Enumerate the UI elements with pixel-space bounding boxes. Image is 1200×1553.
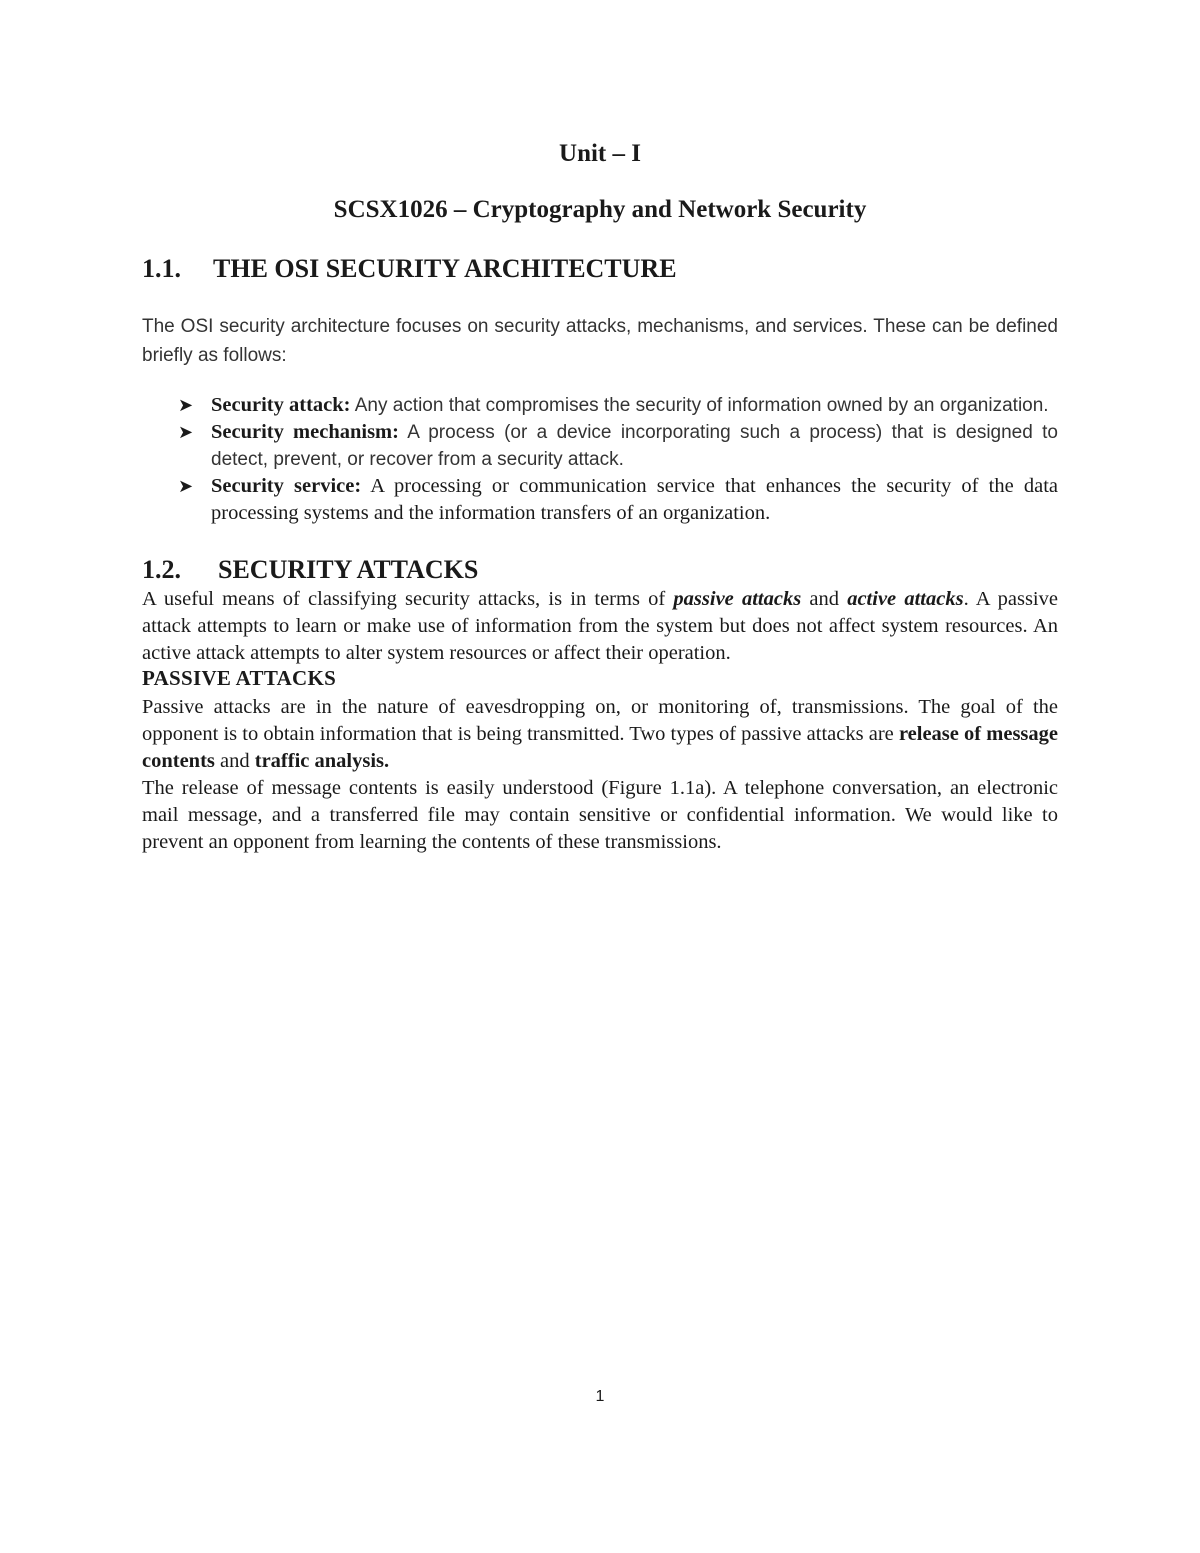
arrow-bullet-icon: ➤ (178, 395, 194, 415)
section-title: SECURITY ATTACKS (218, 555, 479, 584)
passive-attacks-paragraph (142, 694, 1058, 775)
definition-text: A processing or communication service that enhances the security of the data processing systems and the information transfers of an organization. (211, 475, 1058, 524)
definition-term: Security mechanism: (211, 421, 399, 443)
osi-definitions-list (178, 392, 1058, 527)
traffic-analysis-term: traffic analysis. (254, 750, 390, 772)
definition-text: Any action that compromises the security of information owned by an organization. (350, 395, 1049, 416)
text-run: A useful means of classifying security attacks, is in terms of (142, 588, 674, 610)
attacks-paragraph (142, 586, 1058, 667)
section-heading-attacks (142, 555, 478, 585)
arrow-bullet-icon: ➤ (178, 476, 194, 496)
text-run: Passive attacks are in the nature of eavesdropping on, or monitoring of, transmissions. The goal of the opponent is to obtain information that is being transmitted. Two types of passive attacks are (142, 696, 1058, 745)
list-item (178, 473, 1058, 527)
list-item (178, 392, 1058, 419)
release-paragraph: The release of message contents is easily understood (Figure 1.1a). A telephone conversation, an electronic mail message, and a transferred file may contain sensitive or confidential information. We would like to prevent an opponent from learning the contents of these transmissions. (142, 777, 1058, 853)
list-item (178, 419, 1058, 473)
osi-intro-paragraph: The OSI security architecture focuses on security attacks, mechanisms, and services. These can be defined briefly as follows: (142, 316, 1058, 366)
passive-attacks-term: passive attacks (673, 588, 802, 610)
text-run: and (801, 588, 848, 610)
active-attacks-term: active attacks (847, 588, 964, 610)
unit-title: Unit – I (559, 140, 641, 167)
section-title: THE OSI SECURITY ARCHITECTURE (213, 254, 677, 283)
course-title: SCSX1026 – Cryptography and Network Security (333, 196, 867, 223)
section-heading-osi (142, 254, 677, 284)
text-run: . A passive attack attempts to learn or make use of information from the system but does not affect system resources. An active attack attempts to alter system resources or affect their operation. (142, 588, 1058, 664)
passive-attacks-heading: PASSIVE ATTACKS (142, 666, 337, 690)
text-run: and (214, 750, 255, 772)
release-term: release of message contents (142, 723, 1058, 772)
page-number: 1 (595, 1388, 605, 1405)
definition-text: A process (or a device incorporating such a process) that is designed to detect, prevent, or recover from a security attack. (211, 422, 1058, 470)
definition-term: Security attack: (211, 394, 351, 416)
definition-term: Security service: (211, 475, 362, 497)
section-number: 1.2. (142, 555, 181, 584)
section-number: 1.1. (142, 254, 181, 283)
arrow-bullet-icon: ➤ (178, 422, 194, 442)
